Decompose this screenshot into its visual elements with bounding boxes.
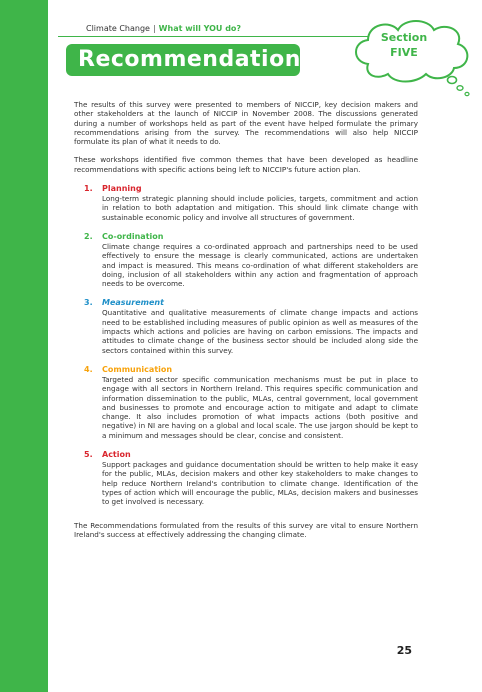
section-badge-line1: Section [380, 31, 428, 44]
recommendation-item-planning [74, 184, 418, 222]
page-title: Recommendations [66, 44, 300, 76]
breadcrumb-separator: | [152, 24, 156, 33]
section-badge [358, 30, 450, 60]
recommendation-body: Quantitative and qualitative measurements of climate change impacts and actions need to be established including measures of public opinion as well as measures of the impacts which actions and policies are having on carbon emissions. The impacts and attitudes to climate change of the business sector should be included along side the sectors contained within this survey. [102, 308, 418, 355]
recommendation-title: Co-ordination [102, 231, 164, 241]
intro-paragraph-1: The results of this survey were presented to members of NICCIP, key decision makers and other stakeholders at the launch of NICCIP in November 2008. The discussions generated during a number of workshops held as part of the event have helped formulate the primary recommendations arising from the survey. The recommendations will also help NICCIP formulate its plan of what it needs to do. [74, 100, 418, 147]
recommendation-number: 5. [84, 450, 93, 460]
recommendation-body: Support packages and guidance documentation should be written to help make it easy for the public, MLAs, decision makers and other key stakeholders to make changes to help reduce Northern Ireland's contribution to climate change. Identification of the types of action which will encourage the public, MLAs, decision makers and businesses to get involved is necessary. [102, 460, 418, 507]
green-side-bar [0, 0, 48, 692]
recommendation-title: Action [102, 450, 131, 460]
recommendation-body: Long-term strategic planning should include policies, targets, commitment and action in relation to both adaptation and mitigation. This should link climate change with sustainable economic policy and involve all structures of government. [102, 194, 418, 222]
section-badge-line2: FIVE [390, 46, 418, 59]
recommendation-item-coordination [74, 232, 418, 288]
recommendation-number: 2. [84, 231, 93, 241]
closing-paragraph: The Recommendations formulated from the results of this survey are vital to ensure Northern Ireland's success at effectively addressing the changing climate. [74, 520, 418, 539]
recommendation-title: Communication [102, 364, 173, 374]
main-content [74, 100, 418, 548]
recommendation-item-action [74, 450, 418, 506]
recommendation-number: 3. [84, 298, 93, 308]
recommendation-title: Measurement [102, 298, 164, 308]
recommendation-number: 1. [84, 184, 93, 194]
recommendation-number: 4. [84, 364, 93, 374]
page-number: 25 [396, 644, 412, 657]
recommendation-title: Planning [102, 184, 142, 194]
intro-paragraph-2: These workshops identified five common themes that have been developed as headline recommendations with specific actions being left to NICCIP's future action plan. [74, 155, 418, 174]
recommendation-item-measurement [74, 298, 418, 354]
recommendation-item-communication [74, 365, 418, 440]
breadcrumb [86, 24, 241, 33]
breadcrumb-main: Climate Change [86, 24, 150, 33]
recommendation-body: Climate change requires a co-ordinated approach and partnerships need to be used effectively to ensure the message is clearly communicated, actions are undertaken and impact is measured. This means co-ordination of what different stakeholders are doing, inclusion of all stakeholders within any action and fragmentation of approach needs to be overcome. [102, 241, 418, 289]
breadcrumb-highlight: What will YOU do? [158, 24, 242, 33]
recommendation-body: Targeted and sector specific communication mechanisms must be put in place to engage with all sectors in Northern Ireland. This requires specific communication and information dissemination to the public, MLAs, central government, local government and businesses to promote and encourage action to mitigate and adapt to climate change. It also includes promotion of what impacts actions (both positive and negative) in NI are having on a global and local scale. The use jargon should be kept to a minimum and messages should be clear, concise and consistent. [102, 374, 418, 440]
